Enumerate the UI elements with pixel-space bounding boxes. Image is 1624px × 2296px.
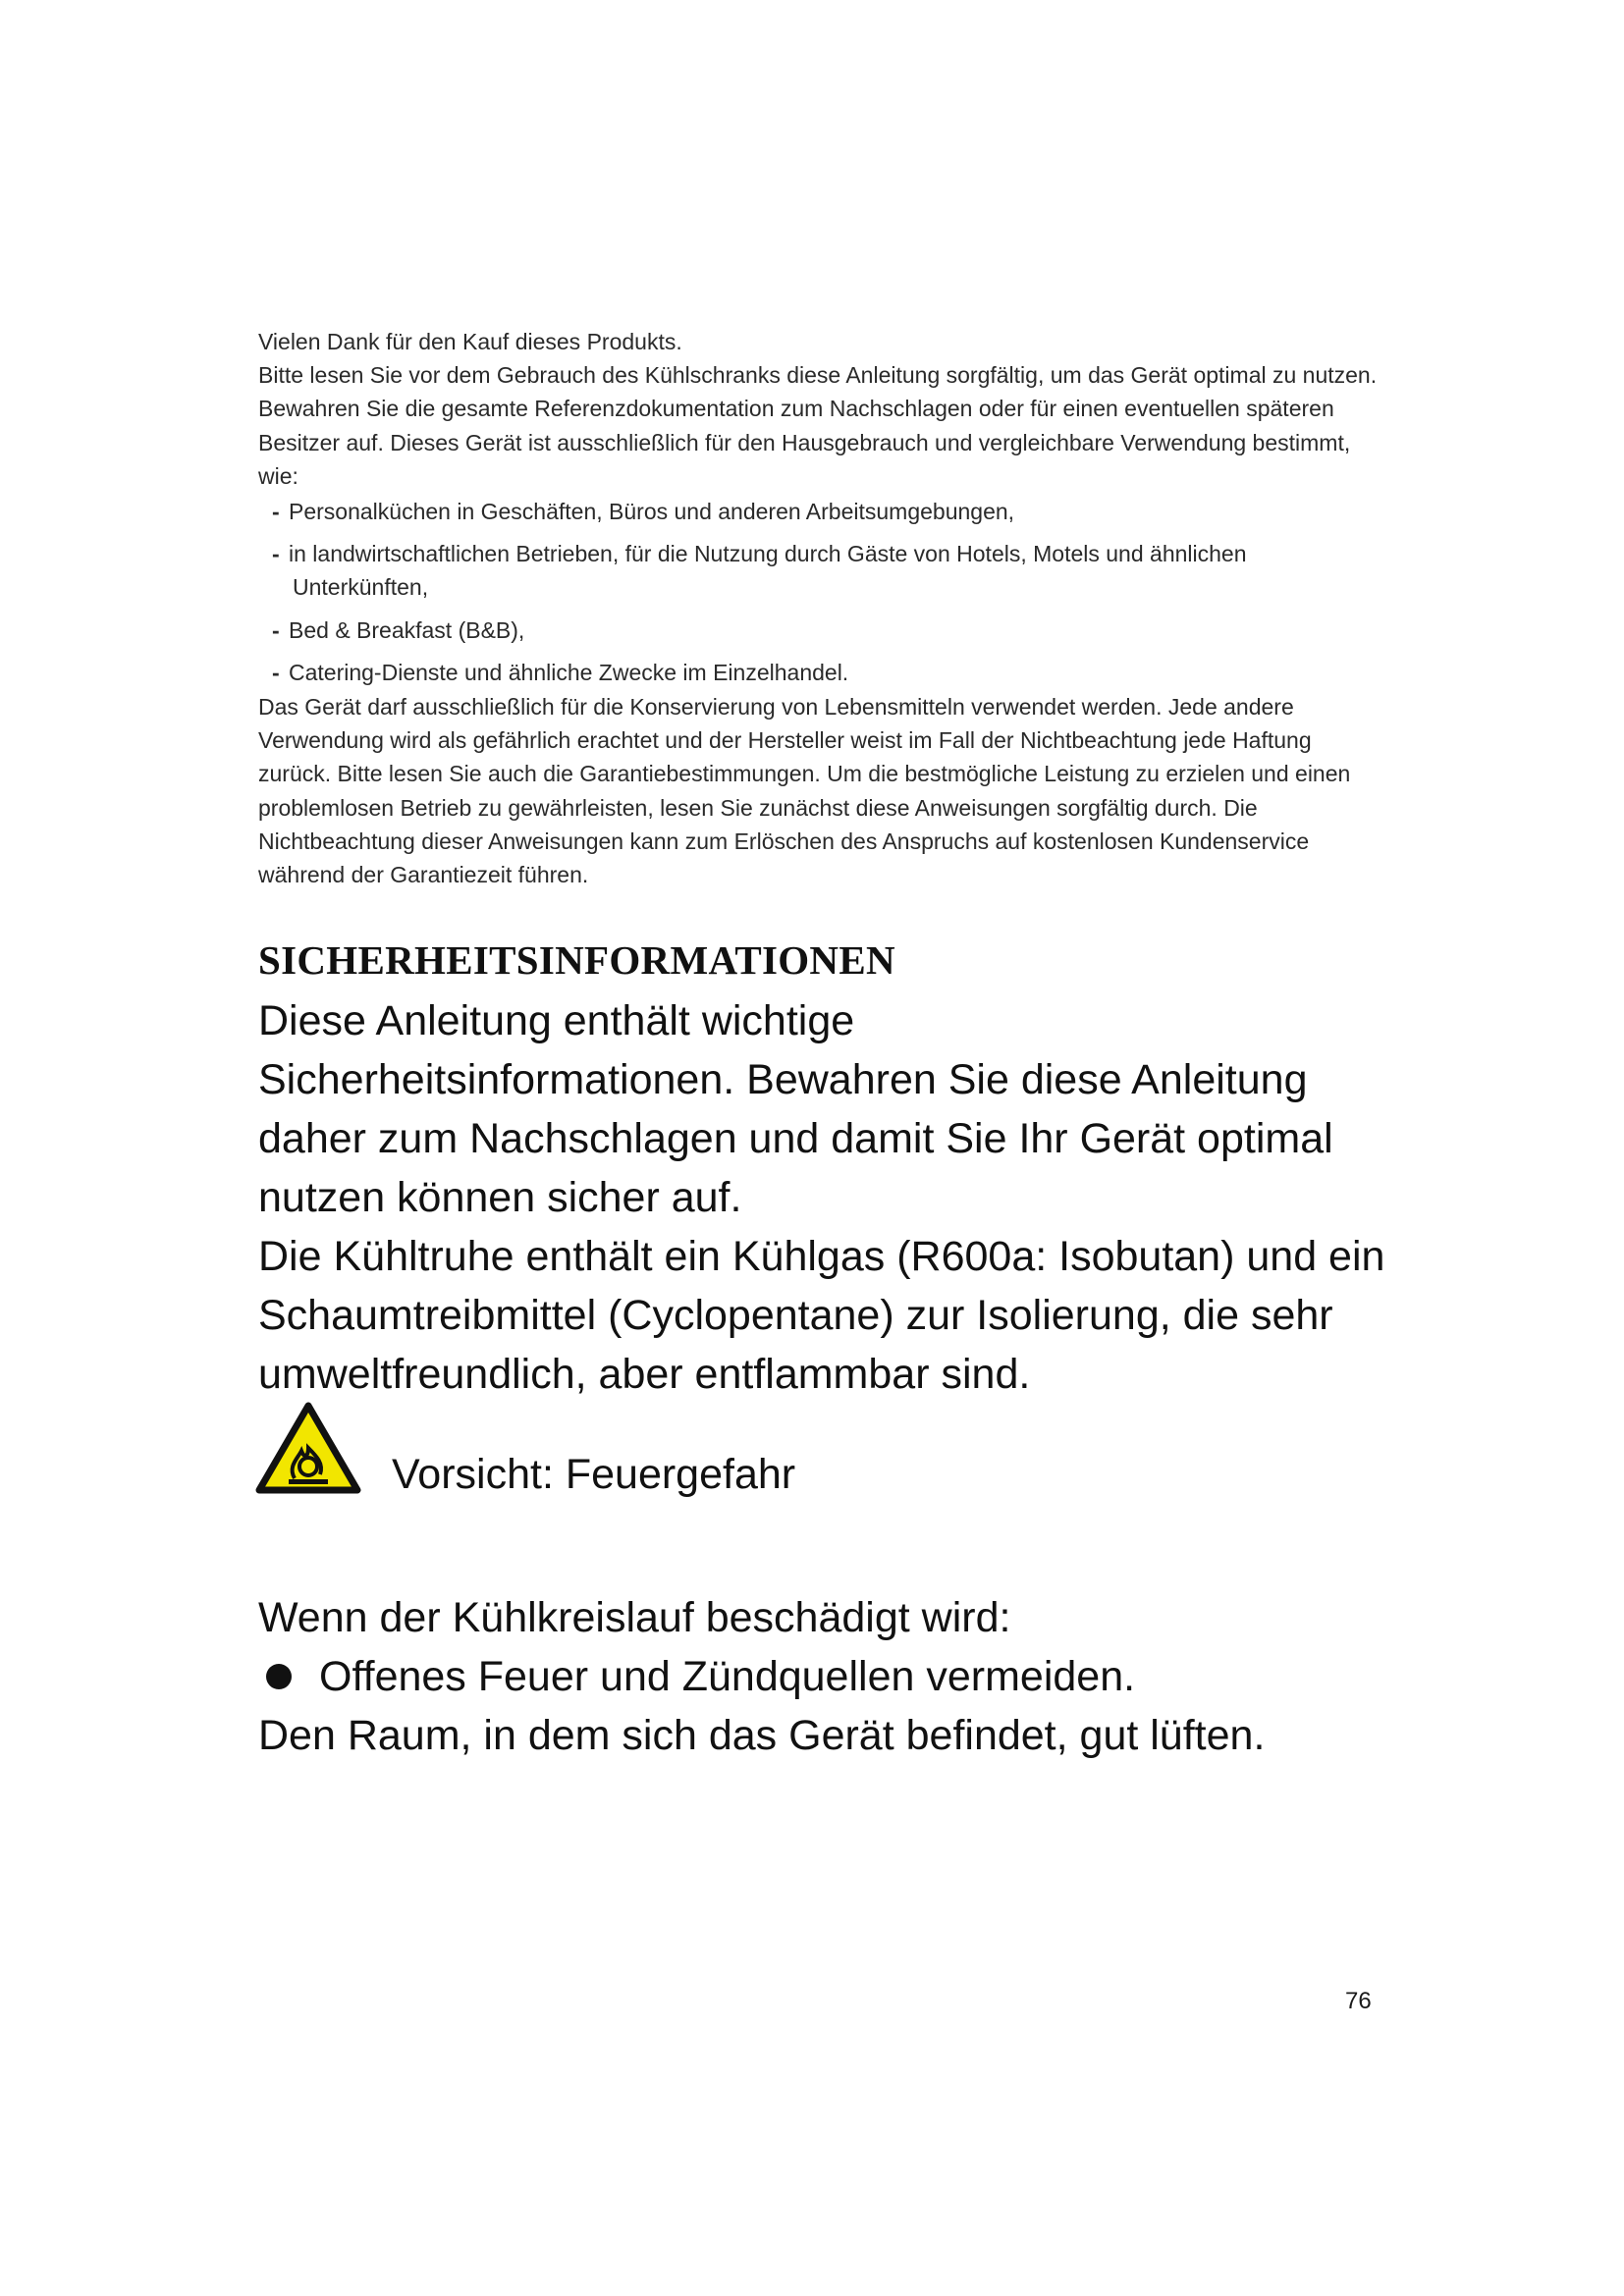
page-number: 76	[1345, 1988, 1372, 2014]
dash-bullet: -	[272, 616, 280, 643]
list-item	[272, 614, 1387, 647]
intro-paragraph: Bitte lesen Sie vor dem Gebrauch des Kühlschranks diese Anleitung sorgfältig, um das Gerät optimal zu nutzen. Bewahren Sie die gesamte Referenzdokumentation zum Nachschlagen oder für einen eventuellen späteren Besitzer auf. Dieses Gerät ist ausschließlich für den Hausgebrauch und vergleichbare Verwendung bestimmt, wie:	[258, 362, 1378, 489]
bullet-dot-icon	[266, 1664, 292, 1689]
safety-paragraph-2: Die Kühltruhe enthält ein Kühlgas (R600a: Isobutan) und ein Schaumtreibmittel (Cyclopentane) zur Isolierung, die sehr umweltfreundlich, aber entflammbar sind.	[258, 1233, 1385, 1398]
usage-paragraph: Das Gerät darf ausschließlich für die Konservierung von Lebensmitteln verwendet werden. Jede andere Verwendung wird als gefährlich erachtet und der Hersteller weist im Fall der Nichtbeachtung jede Haftung zurück. Bitte lesen Sie auch die Garantiebestimmungen. Um die bestmögliche Leistung zu erzielen und einen problemlosen Betrieb zu gewährleisten, lesen Sie zunächst diese Anweisungen sorgfältig durch. Die Nichtbeachtung dieser Anweisungen kann zum Erlöschen des Anspruchs auf kostenlosen Kundenservice während der Garantiezeit führen.	[258, 694, 1351, 888]
safety-paragraph-1: Sicherheitsinformationen. Bewahren Sie diese Anleitung daher zum Nachschlagen und damit Sie Ihr Gerät optimal nutzen können sicher auf.	[258, 1056, 1333, 1221]
fire-hazard-warning: Vorsicht: Feuergefahr	[392, 1451, 796, 1498]
list-item-text: Personalküchen in Geschäften, Büros und anderen Arbeitsumgebungen,	[289, 499, 1015, 525]
damage-bullet-item	[258, 1647, 1417, 1706]
intro-section	[258, 325, 1387, 891]
list-item	[272, 495, 1387, 528]
usage-list	[258, 495, 1387, 689]
list-item	[272, 656, 1387, 689]
dash-bullet: -	[272, 659, 280, 685]
flammable-warning-icon	[255, 1402, 361, 1496]
list-item-text-continued: Unterkünften,	[293, 574, 429, 601]
dash-bullet: -	[272, 499, 280, 525]
damage-intro: Wenn der Kühlkreislauf beschädigt wird:	[258, 1594, 1011, 1641]
fire-warning	[255, 1402, 1139, 1500]
list-item	[272, 537, 1387, 604]
thanks-line: Vielen Dank für den Kauf dieses Produkts.	[258, 329, 682, 354]
list-item-text: in landwirtschaftlichen Betrieben, für die Nutzung durch Gäste von Hotels, Motels und ähnlichen	[289, 541, 1247, 567]
safety-heading: SICHERHEITSINFORMATIONEN	[258, 937, 895, 983]
dash-bullet: -	[272, 541, 280, 567]
list-item-text: Bed & Breakfast (B&B),	[289, 616, 525, 643]
ventilate-line: Den Raum, in dem sich das Gerät befindet, gut lüften.	[258, 1712, 1266, 1759]
list-item-text: Catering-Dienste und ähnliche Zwecke im Einzelhandel.	[289, 659, 849, 685]
safety-line-1: Diese Anleitung enthält wichtige	[258, 997, 855, 1044]
safety-section	[258, 991, 1417, 1404]
damage-section	[258, 1588, 1417, 1765]
flame-base	[289, 1479, 328, 1484]
damage-bullet-text: Offenes Feuer und Zündquellen vermeiden.	[319, 1653, 1136, 1700]
